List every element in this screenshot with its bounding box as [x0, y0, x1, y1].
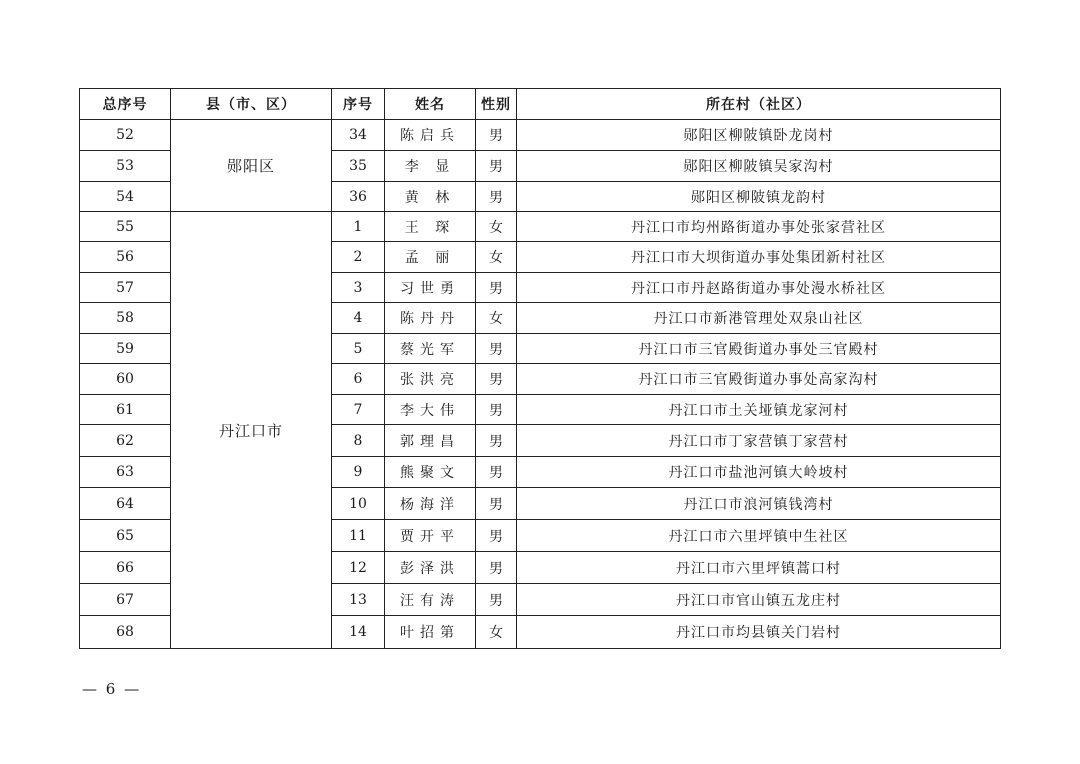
cell-total-no: 64	[80, 488, 171, 520]
cell-gender: 男	[476, 425, 517, 457]
cell-name: 张洪亮	[385, 364, 476, 395]
header-name: 姓名	[385, 89, 476, 120]
cell-gender: 男	[476, 457, 517, 488]
cell-seq-no: 13	[332, 584, 385, 616]
cell-total-no: 67	[80, 584, 171, 616]
header-county: 县（市、区）	[171, 89, 332, 120]
cell-total-no: 61	[80, 395, 171, 425]
cell-total-no: 65	[80, 520, 171, 552]
cell-village: 丹江口市官山镇五龙庄村	[517, 584, 1001, 616]
cell-seq-no: 8	[332, 425, 385, 457]
cell-seq-no: 34	[332, 120, 385, 151]
cell-name: 汪有涛	[385, 584, 476, 616]
cell-gender: 女	[476, 212, 517, 242]
cell-seq-no: 3	[332, 273, 385, 303]
header-gender: 性别	[476, 89, 517, 120]
cell-name: 王 琛	[385, 212, 476, 242]
cell-village: 丹江口市浪河镇钱湾村	[517, 488, 1001, 520]
cell-name: 叶招第	[385, 616, 476, 649]
cell-village: 丹江口市三官殿街道办事处高家沟村	[517, 364, 1001, 395]
cell-village: 丹江口市新港管理处双泉山社区	[517, 303, 1001, 334]
cell-village: 丹江口市六里坪镇中生社区	[517, 520, 1001, 552]
cell-seq-no: 10	[332, 488, 385, 520]
header-seq-no: 序号	[332, 89, 385, 120]
cell-name: 陈丹丹	[385, 303, 476, 334]
cell-seq-no: 14	[332, 616, 385, 649]
table-row	[80, 120, 1001, 151]
cell-seq-no: 2	[332, 242, 385, 273]
cell-name: 蔡光军	[385, 334, 476, 364]
header-village: 所在村（社区）	[517, 89, 1001, 120]
cell-total-no: 62	[80, 425, 171, 457]
cell-total-no: 52	[80, 120, 171, 151]
cell-name: 李大伟	[385, 395, 476, 425]
header-total-no: 总序号	[80, 89, 171, 120]
cell-gender: 男	[476, 182, 517, 212]
cell-name: 贾开平	[385, 520, 476, 552]
cell-seq-no: 12	[332, 552, 385, 584]
cell-name: 李 显	[385, 151, 476, 182]
cell-gender: 男	[476, 120, 517, 151]
cell-gender: 男	[476, 273, 517, 303]
cell-village: 丹江口市均州路街道办事处张家营社区	[517, 212, 1001, 242]
cell-total-no: 60	[80, 364, 171, 395]
cell-gender: 女	[476, 616, 517, 649]
cell-total-no: 57	[80, 273, 171, 303]
cell-total-no: 53	[80, 151, 171, 182]
cell-total-no: 66	[80, 552, 171, 584]
cell-gender: 男	[476, 334, 517, 364]
cell-total-no: 59	[80, 334, 171, 364]
cell-village: 丹江口市大坝街道办事处集团新村社区	[517, 242, 1001, 273]
cell-county: 郧阳区	[171, 120, 332, 212]
cell-county: 丹江口市	[171, 212, 332, 649]
cell-total-no: 56	[80, 242, 171, 273]
cell-gender: 女	[476, 242, 517, 273]
roster-table	[79, 88, 1001, 649]
table-body	[80, 120, 1001, 649]
cell-seq-no: 6	[332, 364, 385, 395]
cell-village: 丹江口市六里坪镇蒿口村	[517, 552, 1001, 584]
cell-gender: 男	[476, 552, 517, 584]
cell-seq-no: 35	[332, 151, 385, 182]
cell-name: 陈启兵	[385, 120, 476, 151]
cell-gender: 女	[476, 303, 517, 334]
cell-total-no: 54	[80, 182, 171, 212]
cell-name: 杨海洋	[385, 488, 476, 520]
table-header-row	[80, 89, 1001, 120]
cell-gender: 男	[476, 364, 517, 395]
cell-village: 丹江口市三官殿街道办事处三官殿村	[517, 334, 1001, 364]
cell-name: 黄 林	[385, 182, 476, 212]
cell-seq-no: 4	[332, 303, 385, 334]
cell-seq-no: 11	[332, 520, 385, 552]
cell-village: 丹江口市丹赵路街道办事处漫水桥社区	[517, 273, 1001, 303]
cell-gender: 男	[476, 520, 517, 552]
cell-gender: 男	[476, 395, 517, 425]
cell-village: 丹江口市丁家营镇丁家营村	[517, 425, 1001, 457]
cell-gender: 男	[476, 584, 517, 616]
cell-name: 习世勇	[385, 273, 476, 303]
cell-gender: 男	[476, 488, 517, 520]
cell-village: 郧阳区柳陂镇卧龙岗村	[517, 120, 1001, 151]
cell-total-no: 63	[80, 457, 171, 488]
cell-total-no: 55	[80, 212, 171, 242]
table-row	[80, 212, 1001, 242]
cell-village: 郧阳区柳陂镇吴家沟村	[517, 151, 1001, 182]
cell-name: 郭理昌	[385, 425, 476, 457]
cell-name: 熊聚文	[385, 457, 476, 488]
cell-village: 郧阳区柳陂镇龙韵村	[517, 182, 1001, 212]
page-number: — 6 —	[82, 680, 142, 698]
cell-seq-no: 9	[332, 457, 385, 488]
cell-total-no: 58	[80, 303, 171, 334]
cell-name: 彭泽洪	[385, 552, 476, 584]
cell-seq-no: 7	[332, 395, 385, 425]
cell-seq-no: 5	[332, 334, 385, 364]
cell-gender: 男	[476, 151, 517, 182]
cell-name: 孟 丽	[385, 242, 476, 273]
cell-village: 丹江口市土关垭镇龙家河村	[517, 395, 1001, 425]
cell-village: 丹江口市盐池河镇大岭坡村	[517, 457, 1001, 488]
cell-village: 丹江口市均县镇关门岩村	[517, 616, 1001, 649]
cell-seq-no: 1	[332, 212, 385, 242]
cell-seq-no: 36	[332, 182, 385, 212]
cell-total-no: 68	[80, 616, 171, 649]
